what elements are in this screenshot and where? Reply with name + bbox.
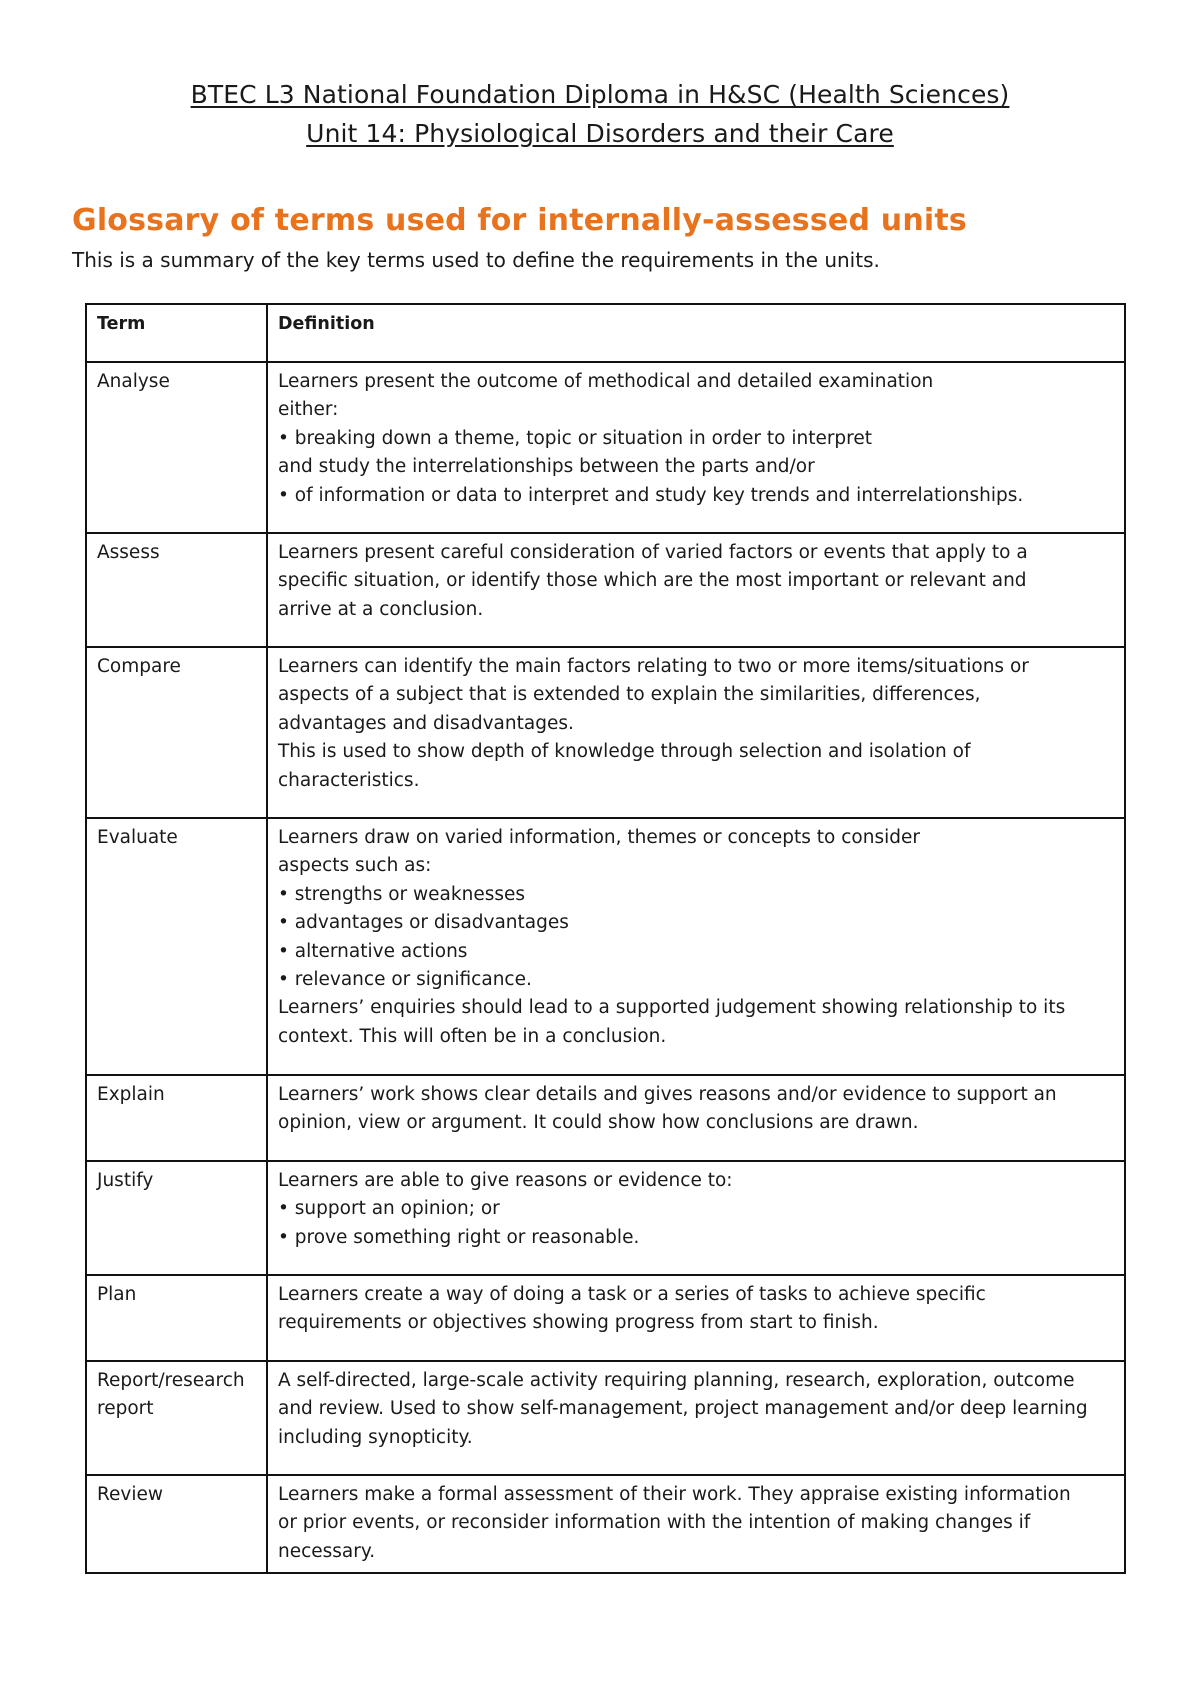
definition-line: necessary.	[278, 1540, 376, 1562]
table-row	[86, 362, 1125, 533]
definition-line: aspects such as:	[278, 855, 432, 877]
column-header-term: Term	[86, 304, 267, 362]
definition-line: • support an opinion; or	[278, 1198, 500, 1220]
definition-cell	[267, 1275, 1125, 1361]
table-row	[86, 1275, 1125, 1361]
table-row	[86, 533, 1125, 647]
definition-line: arrive at a conclusion.	[278, 598, 484, 620]
definition-line: requirements or objectives showing progress from start to finish.	[278, 1312, 879, 1334]
definition-line: advantages and disadvantages.	[278, 712, 574, 734]
definition-line: • relevance or significance.	[278, 969, 532, 991]
definition-line: Learners’ work shows clear details and gives reasons and/or evidence to support an	[278, 1084, 1057, 1105]
glossary-table	[85, 303, 1126, 1574]
definition-line: Learners present careful consideration of varied factors or events that apply to a	[278, 542, 1028, 563]
table-row	[86, 1361, 1125, 1475]
definition-line: • breaking down a theme, topic or situation in order to interpret	[278, 427, 873, 449]
definition-line: • advantages or disadvantages	[278, 912, 569, 934]
definition-line: and review. Used to show self-management, project management and/or deep learning	[278, 1398, 1088, 1420]
table-header-row	[86, 304, 1125, 362]
definition-line: aspects of a subject that is extended to explain the similarities, differences,	[278, 684, 981, 706]
term-cell: Assess	[86, 533, 267, 647]
glossary-intro: This is a summary of the key terms used to define the requirements in the units.	[72, 248, 880, 272]
definition-line: A self-directed, large-scale activity requiring planning, research, exploration, outcome	[278, 1370, 1075, 1391]
definition-line: specific situation, or identify those which are the most important or relevant and	[278, 570, 1027, 592]
definition-line: • prove something right or reasonable.	[278, 1226, 640, 1248]
definition-line: and study the interrelationships between the parts and/or	[278, 456, 815, 478]
term-cell: Report/research report	[86, 1361, 267, 1475]
definition-line: or prior events, or reconsider information with the intention of making changes if	[278, 1512, 1031, 1534]
definition-line: Learners make a formal assessment of their work. They appraise existing information	[278, 1484, 1071, 1505]
definition-line: opinion, view or argument. It could show how conclusions are drawn.	[278, 1112, 919, 1134]
table-row	[86, 1075, 1125, 1161]
definition-line: context. This will often be in a conclusion.	[278, 1025, 667, 1047]
term-cell: Review	[86, 1475, 267, 1573]
definition-line: Learners draw on varied information, themes or concepts to consider	[278, 827, 920, 848]
definition-line: • alternative actions	[278, 940, 468, 962]
definition-line: Learners’ enquiries should lead to a supported judgement showing relationship to its	[278, 997, 1066, 1019]
definition-line: • strengths or weaknesses	[278, 883, 526, 905]
definition-line: Learners are able to give reasons or evidence to:	[278, 1170, 733, 1191]
term-cell: Compare	[86, 647, 267, 818]
definition-line: either:	[278, 399, 339, 421]
table-row	[86, 1475, 1125, 1573]
definition-line: characteristics.	[278, 769, 420, 791]
definition-line: Learners present the outcome of methodical and detailed examination	[278, 371, 934, 392]
glossary-title: Glossary of terms used for internally-assessed units	[72, 203, 967, 238]
table-row	[86, 818, 1125, 1075]
definition-cell	[267, 1161, 1125, 1275]
definition-cell	[267, 1075, 1125, 1161]
term-cell: Evaluate	[86, 818, 267, 1075]
definition-cell	[267, 1475, 1125, 1573]
definition-cell	[267, 533, 1125, 647]
term-cell: Justify	[86, 1161, 267, 1275]
term-cell: Plan	[86, 1275, 267, 1361]
definition-cell	[267, 362, 1125, 533]
table-row	[86, 1161, 1125, 1275]
glossary-rows	[86, 362, 1125, 1573]
definition-line: • of information or data to interpret and study key trends and interrelationships.	[278, 484, 1024, 506]
column-header-definition: Definition	[267, 304, 1125, 362]
term-cell: Analyse	[86, 362, 267, 533]
definition-cell	[267, 1361, 1125, 1475]
definition-line: including synopticity.	[278, 1426, 473, 1448]
definition-line: Learners can identify the main factors relating to two or more items/situations or	[278, 656, 1029, 677]
definition-line: Learners create a way of doing a task or a series of tasks to achieve specific	[278, 1284, 986, 1305]
course-title: BTEC L3 National Foundation Diploma in H&SC (Health Sciences)	[190, 80, 1010, 109]
definition-cell	[267, 818, 1125, 1075]
term-cell: Explain	[86, 1075, 267, 1161]
definition-cell	[267, 647, 1125, 818]
definition-line: This is used to show depth of knowledge through selection and isolation of	[278, 741, 971, 763]
table-row	[86, 647, 1125, 818]
unit-title: Unit 14: Physiological Disorders and their Care	[306, 119, 894, 148]
